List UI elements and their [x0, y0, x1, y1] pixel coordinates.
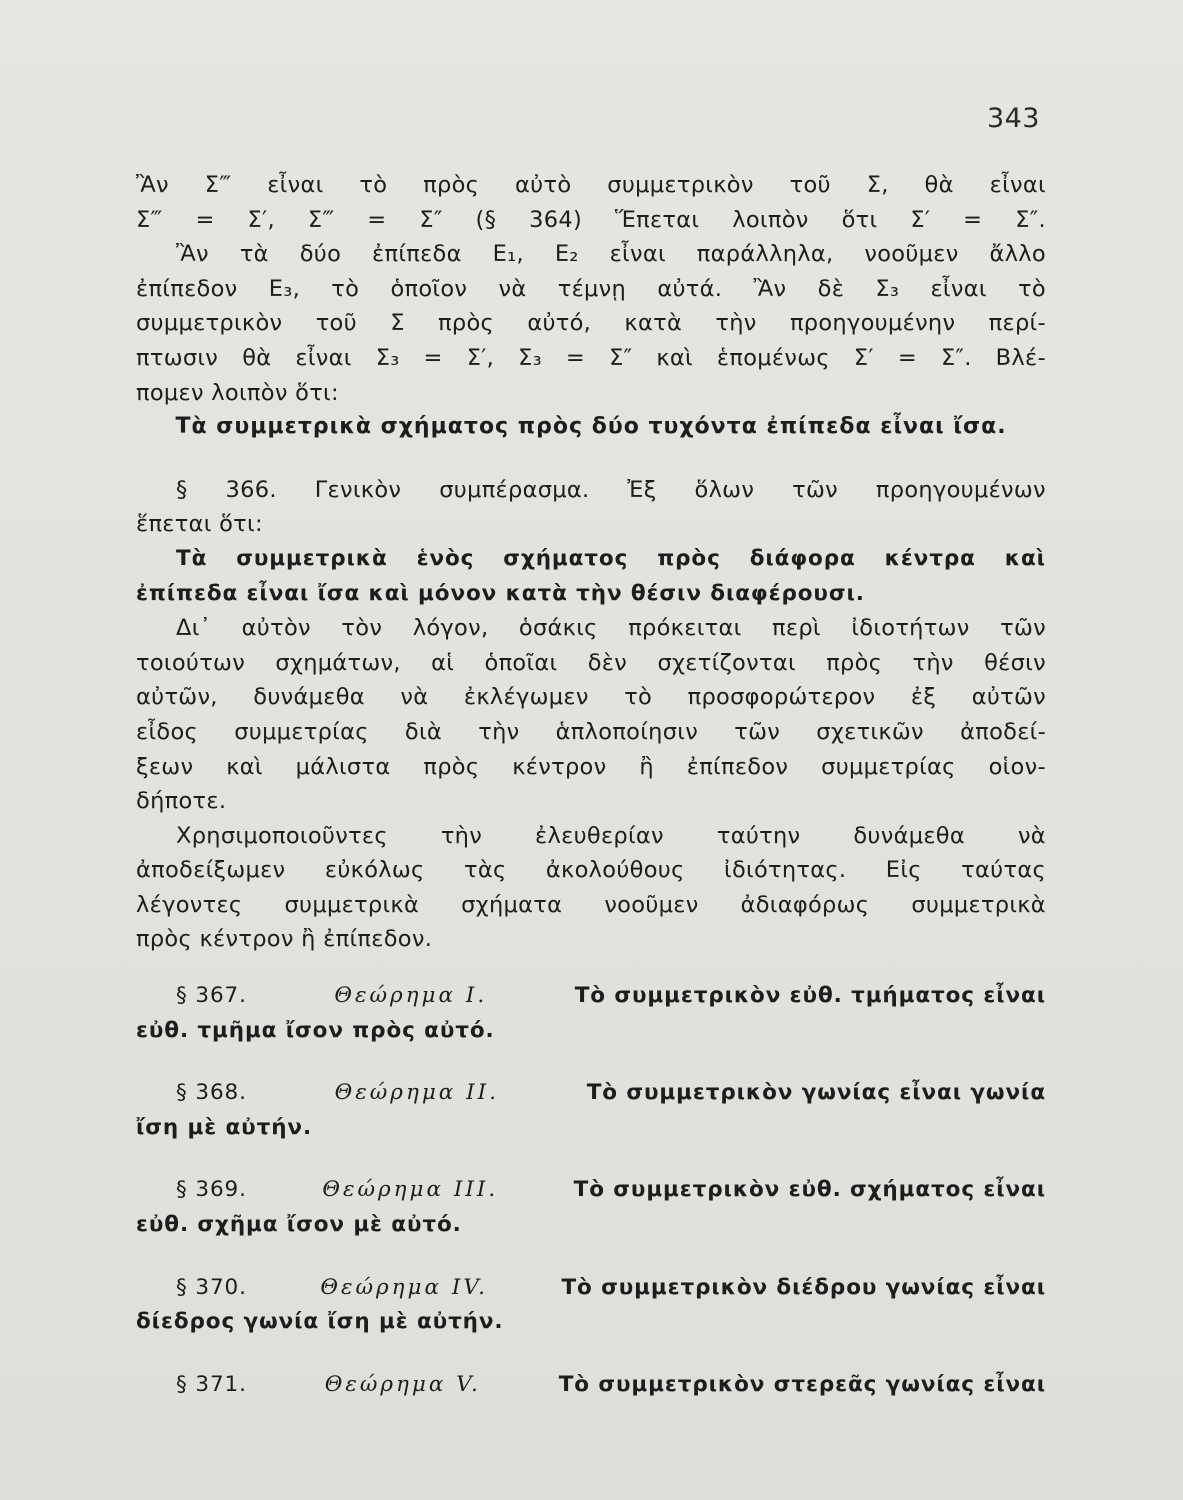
theorem-368 — [136, 1076, 1046, 1145]
text-line: πτωσιν θὰ εἶναι Σ₃ = Σ′, Σ₃ = Σ″ καὶ ἑπομένως Σ′ = Σ″. Βλέ- — [136, 344, 1046, 371]
text-line: πρὸς κέντρον ἢ ἐπίπεδον. — [136, 926, 433, 953]
theorem-statement: Τὸ συμμετρικὸν εὐθ. τμήματος εἶναι — [574, 983, 1046, 1009]
theorem-statement-continued: δίεδρος γωνία ἴση μὲ αὐτήν. — [136, 1309, 504, 1335]
text-line: ἕπεται ὅτι: — [136, 511, 263, 538]
theorem-section: § 367. — [176, 983, 247, 1009]
page-number: 343 — [986, 103, 1040, 134]
theorem-statement-continued: εὐθ. σχῆμα ἴσον μὲ αὐτό. — [136, 1212, 462, 1238]
section-heading-366: § 366. Γενικὸν συμπέρασμα. Ἐξ ὅλων τῶν προηγουμένων — [176, 476, 1046, 503]
text-line: Χρησιμοποιοῦντες τὴν ἐλευθερίαν ταύτην δυνάμεθα νὰ — [176, 822, 1046, 849]
bold-statement: ἐπίπεδα εἶναι ἴσα καὶ μόνον κατὰ τὴν θέσιν διαφέρουσι. — [136, 580, 865, 606]
theorem-label: Θεώρημα V. — [324, 1371, 481, 1397]
theorem-label: Θεώρημα I. — [334, 983, 488, 1009]
text-line: δήποτε. — [136, 788, 227, 815]
theorem-statement-continued: ἴση μὲ αὐτήν. — [136, 1114, 313, 1140]
text-line: Ἂν Σ‴ εἶναι τὸ πρὸς αὐτὸ συμμετρικὸν τοῦ Σ, θὰ εἶναι — [136, 172, 1046, 198]
theorem-statement-continued: εὐθ. τμῆμα ἴσον πρὸς αὐτό. — [136, 1017, 495, 1043]
text-line: ἐπίπεδον Ε₃, τὸ ὁποῖον νὰ τέμνῃ αὐτά. Ἂν δὲ Σ₃ εἶναι τὸ — [136, 275, 1046, 302]
page-body — [136, 168, 1046, 1402]
theorem-369 — [136, 1173, 1046, 1242]
text-line: ἀποδείξωμεν εὐκόλως τὰς ἀκολούθους ἰδιότητας. Εἰς ταύτας — [136, 857, 1046, 884]
theorem-label: Θεώρημα II. — [334, 1080, 499, 1106]
bold-statement: Τὰ συμμετρικὰ σχήματος πρὸς δύο τυχόντα ἐπίπεδα εἶναι ἴσα. — [175, 414, 1007, 440]
theorem-statement: Τὸ συμμετρικὸν εὐθ. σχήματος εἶναι — [573, 1177, 1046, 1203]
text-line: Δι᾿ αὐτὸν τὸν λόγον, ὁσάκις πρόκειται περὶ ἰδιοτήτων τῶν — [176, 615, 1046, 642]
theorem-370 — [136, 1271, 1046, 1340]
theorem-statement: Τὸ συμμετρικὸν γωνίας εἶναι γωνία — [586, 1080, 1046, 1106]
theorem-statement: Τὸ συμμετρικὸν στερεᾶς γωνίας εἶναι — [558, 1371, 1046, 1397]
text-line: συμμετρικὸν τοῦ Σ πρὸς αὐτό, κατὰ τὴν προηγουμένην περί- — [136, 310, 1046, 337]
text-line: Σ‴ = Σ′, Σ‴ = Σ″ (§ 364) Ἕπεται λοιπὸν ὅτι Σ′ = Σ″. — [136, 206, 1046, 233]
theorem-section: § 368. — [176, 1080, 247, 1106]
bold-statement: Τὰ συμμετρικὰ ἑνὸς σχήματος πρὸς διάφορα κέντρα καὶ — [176, 545, 1046, 571]
theorem-statement: Τὸ συμμετρικὸν διέδρου γωνίας εἶναι — [561, 1274, 1046, 1300]
text-line: Ἂν τὰ δύο ἐπίπεδα Ε₁, Ε₂ εἶναι παράλληλα, νοοῦμεν ἄλλο — [176, 241, 1046, 268]
theorem-section: § 370. — [176, 1274, 247, 1300]
text-line: τοιούτων σχημάτων, αἱ ὁποῖαι δὲν σχετίζονται πρὸς τὴν θέσιν — [136, 649, 1046, 676]
text-line: λέγοντες συμμετρικὰ σχήματα νοοῦμεν ἀδιαφόρως συμμετρικὰ — [136, 891, 1046, 918]
text-line: πομεν λοιπὸν ὅτι: — [136, 379, 339, 406]
theorem-367 — [136, 979, 1046, 1048]
text-line: ξεων καὶ μάλιστα πρὸς κέντρον ἢ ἐπίπεδον συμμετρίας οἱον- — [136, 753, 1046, 780]
theorem-label: Θεώρημα IV. — [320, 1274, 488, 1300]
theorem-section: § 369. — [176, 1177, 247, 1203]
theorem-section: § 371. — [176, 1371, 247, 1397]
text-line: αὐτῶν, δυνάμεθα νὰ ἐκλέγωμεν τὸ προσφορώτερον ἐξ αὐτῶν — [136, 684, 1046, 711]
theorem-label: Θεώρημα III. — [322, 1177, 499, 1203]
theorem-371 — [136, 1368, 1046, 1403]
text-line: εἶδος συμμετρίας διὰ τὴν ἁπλοποίησιν τῶν σχετικῶν ἀποδεί- — [136, 718, 1046, 745]
